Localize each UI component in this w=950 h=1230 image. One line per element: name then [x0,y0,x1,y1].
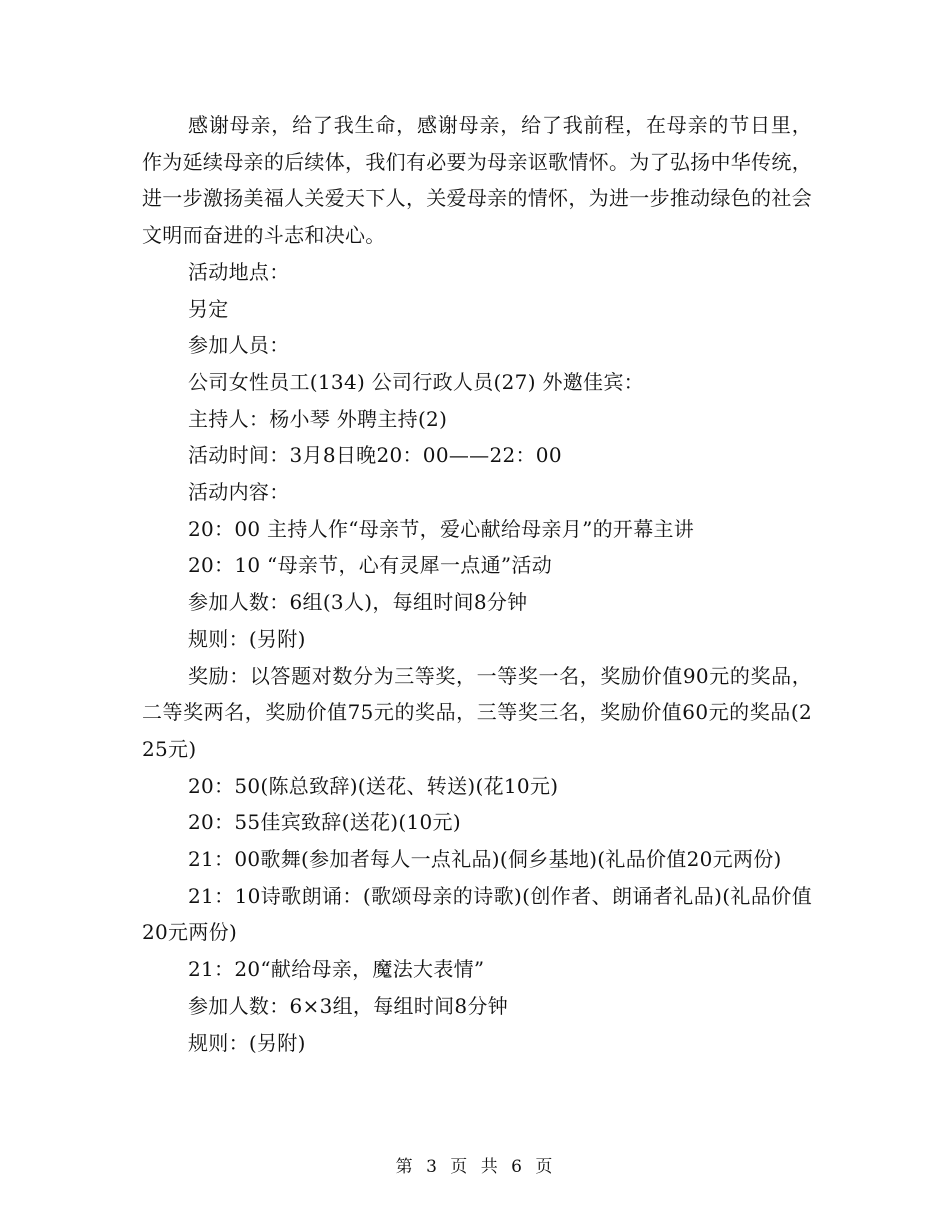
paragraph-schedule-2000: 20：00 主持人作“母亲节，爱心献给母亲月”的开幕主讲 [188,516,695,541]
paragraph-schedule-2100: 21：00歌舞(参加者每人一点礼品)(侗乡基地)(礼品价值20元两份) [188,847,782,872]
paragraph-schedule-2050: 20：50(陈总致辞)(送花、转送)(花10元) [188,773,559,798]
paragraph-group-count-2: 参加人数：6×3组，每组时间8分钟 [188,993,509,1018]
document-body [142,107,812,1061]
paragraph-venue-label: 活动地点： [188,259,290,284]
paragraph-rules-1: 规则：(另附) [188,626,306,651]
paragraph-schedule-2010: 20：10 “母亲节，心有灵犀一点通”活动 [188,553,553,578]
paragraph-participants-value: 公司女性员工(134) 公司行政人员(27) 外邀佳宾： [188,369,644,394]
paragraph-host: 主持人：杨小琴 外聘主持(2) [188,406,448,431]
paragraph-venue-value: 另定 [188,296,229,321]
paragraph-intro: 感谢母亲，给了我生命，感谢母亲，给了我前程，在母亲的节日里，作为延续母亲的后续体，我们有必要为母亲讴歌情怀。为了弘扬中华传统，进一步激扬美福人关爱天下人，关爱母亲的情怀，为进一步推动绿色的社会文明而奋进的斗志和决心。 [142,113,812,248]
paragraph-time: 活动时间：3月8日晚20：00——22：00 [188,443,562,468]
paragraph-schedule-2120: 21：20“献给母亲，魔法大表情” [188,957,485,982]
paragraph-content-label: 活动内容： [188,480,290,505]
page-footer: 第 3 页 共 6 页 [395,1157,555,1177]
paragraph-schedule-2055: 20：55佳宾致辞(送花)(10元) [188,810,461,835]
paragraph-participants-label: 参加人员： [188,333,290,358]
paragraph-rewards: 奖励：以答题对数分为三等奖，一等奖一名，奖励价值90元的奖品，二等奖两名，奖励价值75元的奖品，三等奖三名，奖励价值60元的奖品(225元) [142,663,812,761]
paragraph-rules-2: 规则：(另附) [188,1030,306,1055]
paragraph-schedule-2110: 21：10诗歌朗诵：(歌颂母亲的诗歌)(创作者、朗诵者礼品)(礼品价值20元两份) [142,883,812,945]
paragraph-group-count-1: 参加人数：6组(3人)，每组时间8分钟 [188,590,528,615]
